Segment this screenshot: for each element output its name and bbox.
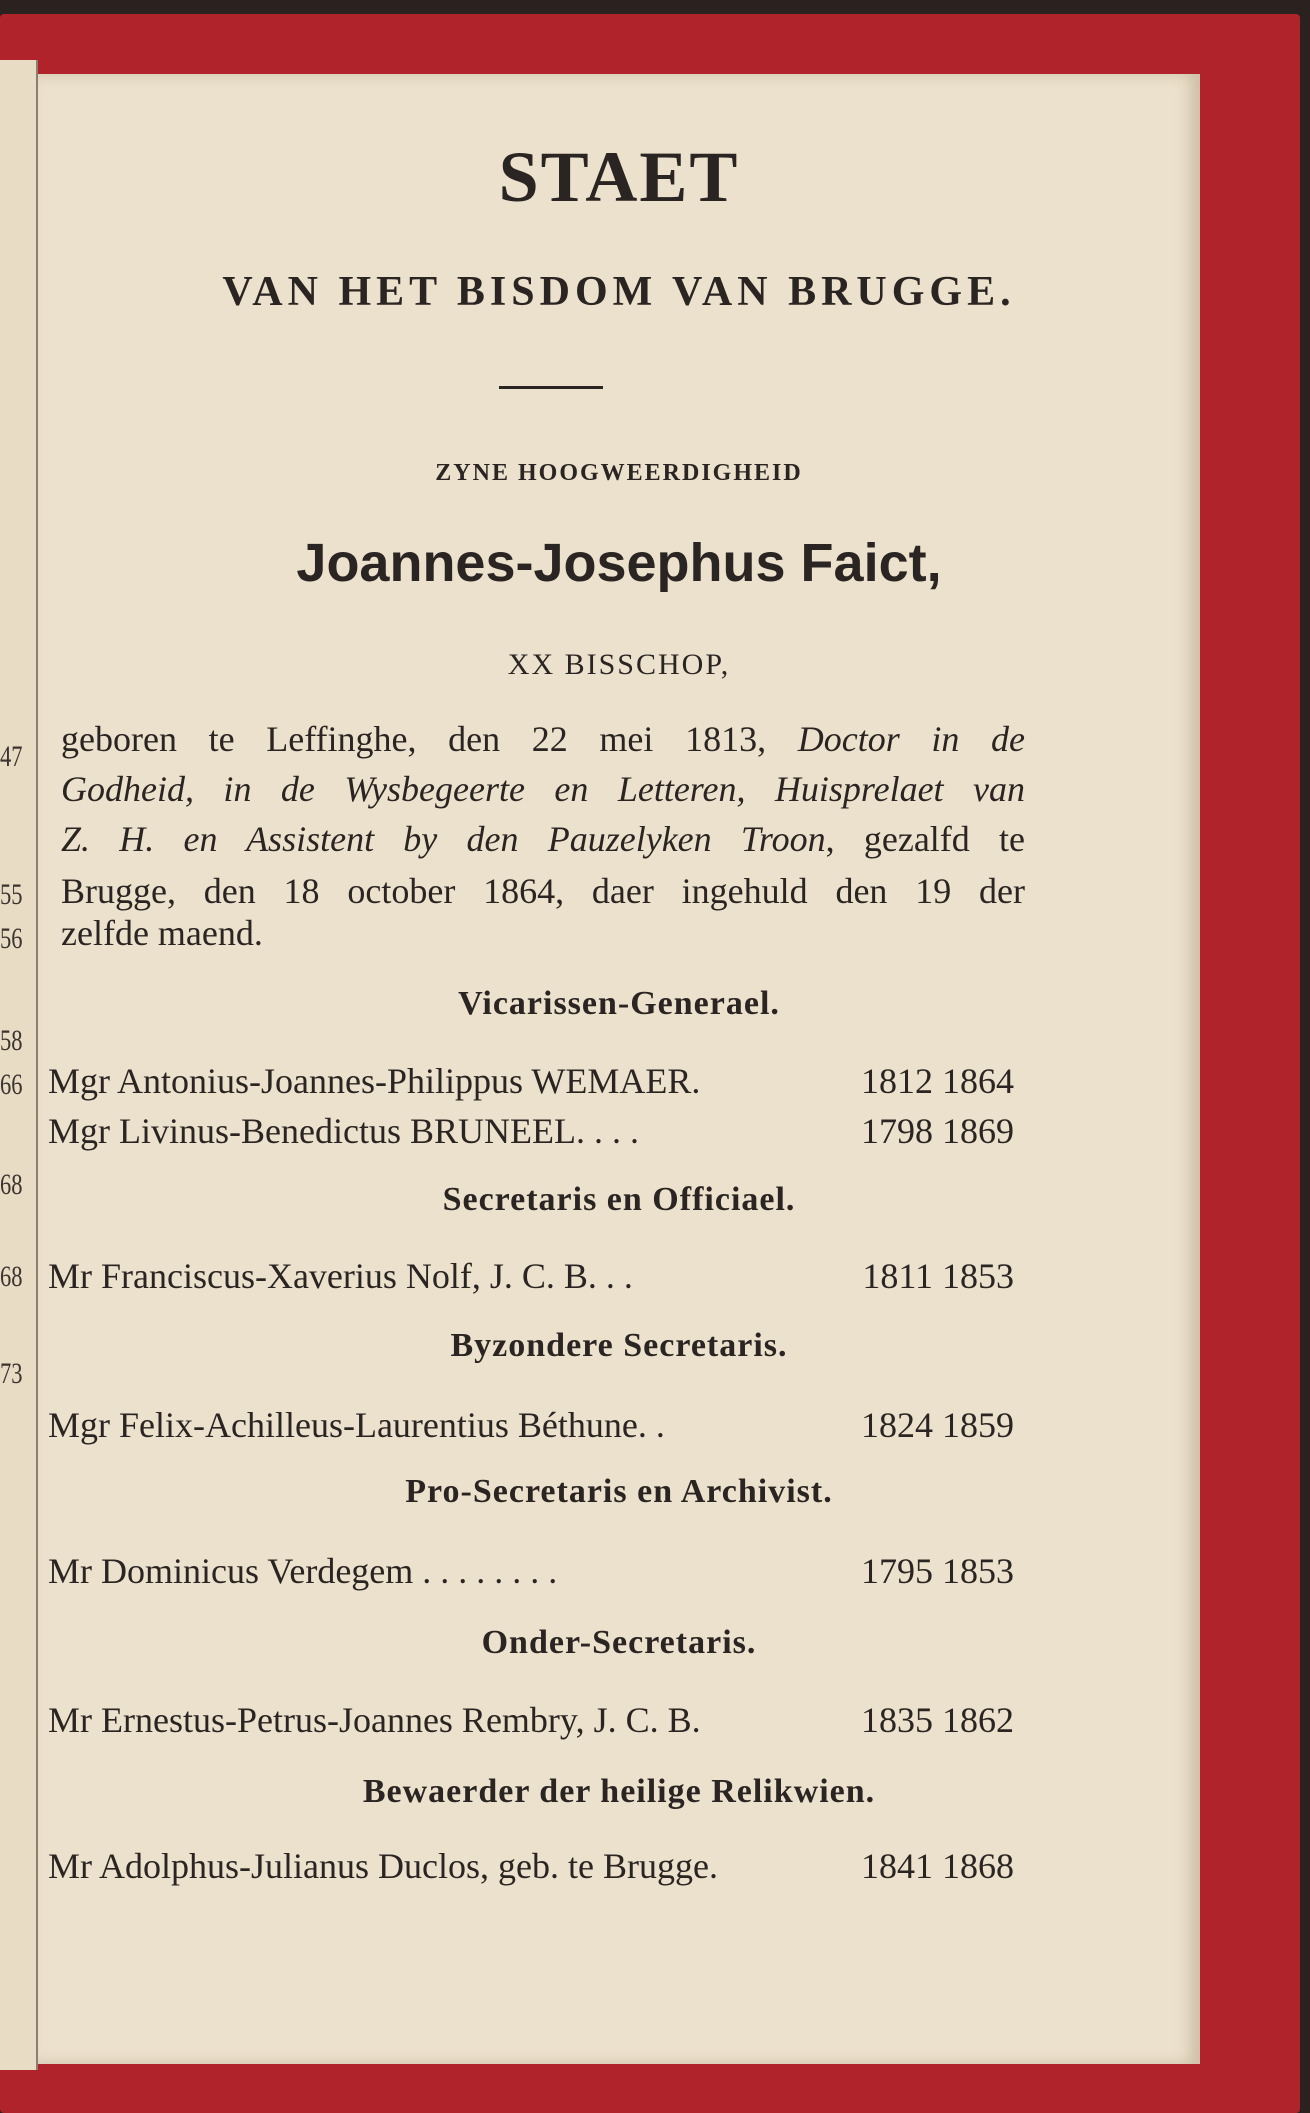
margin-number: 55 [0,878,23,911]
entry-row [48,1110,1014,1152]
entry-name: Mr Ernestus-Petrus-Joannes Rembry, J. C. B. [48,1700,701,1740]
entry-years: 1835 1862 [861,1700,1014,1740]
entry-row [48,1060,1014,1102]
entry-name: Mr Franciscus-Xaverius Nolf, J. C. B. . . [48,1256,633,1296]
margin-number: 73 [0,1357,23,1390]
bio-line: geboren te Leffinghe, den 22 mei 1813, Doctor in de [61,719,1026,759]
entry-years: 1812 1864 [861,1061,1014,1101]
margin-number: 47 [0,740,23,773]
bio-line: zelfde maend. [61,913,263,953]
section-heading: Secretaris en Officiael. [442,1181,796,1218]
bishop-rank: XX BISSCHOP, [507,648,731,681]
entry-years: 1841 1868 [861,1846,1014,1886]
section-heading: Bewaerder der heilige Relikwien. [362,1773,876,1810]
margin-number: 68 [0,1260,23,1293]
margin-number: 58 [0,1024,23,1057]
previous-page-edge [0,60,38,2070]
honorific: ZYNE HOOGWEERDIGHEID [435,460,803,486]
entry-name: Mgr Antonius-Joannes-Philippus WEMAER. [48,1061,701,1101]
entry-name: Mr Adolphus-Julianus Duclos, geb. te Brugge. [48,1846,718,1886]
bio-line: Godheid, in de Wysbegeerte en Letteren, Huisprelaet van [61,769,1025,809]
section-heading: Vicarissen-Generael. [458,985,780,1022]
entry-row [48,1699,1014,1741]
margin-number: 56 [0,922,23,955]
entry-name: Mgr Felix-Achilleus-Laurentius Béthune. . [48,1405,665,1445]
entry-years: 1811 1853 [862,1256,1014,1296]
bishop-name: Joannes-Josephus Faict, [296,533,942,593]
margin-number: 68 [0,1168,23,1201]
section-heading: Byzondere Secretaris. [450,1327,788,1364]
bio-line: Z. H. en Assistent by den Pauzelyken Troon, gezalfd te [61,819,1026,859]
page-title: STAET [498,137,740,217]
entry-years: 1795 1853 [861,1551,1014,1591]
entry-row [48,1845,1014,1887]
bio-line: Brugge, den 18 october 1864, daer ingehuld den 19 der [61,871,1025,911]
divider [499,386,603,389]
entry-years: 1798 1869 [861,1111,1014,1151]
margin-number: 66 [0,1068,23,1101]
section-heading: Onder-Secretaris. [481,1624,757,1661]
section-heading: Pro-Secretaris en Archivist. [405,1473,833,1510]
entry-name: Mr Dominicus Verdegem . . . . . . . . [48,1551,558,1591]
entry-name: Mgr Livinus-Benedictus BRUNEEL. . . . [48,1111,639,1151]
entry-years: 1824 1859 [861,1405,1014,1445]
page-subtitle: VAN HET BISDOM VAN BRUGGE. [222,269,1016,315]
entry-row [48,1550,1014,1592]
entry-row [48,1404,1014,1446]
entry-row [48,1255,1014,1297]
